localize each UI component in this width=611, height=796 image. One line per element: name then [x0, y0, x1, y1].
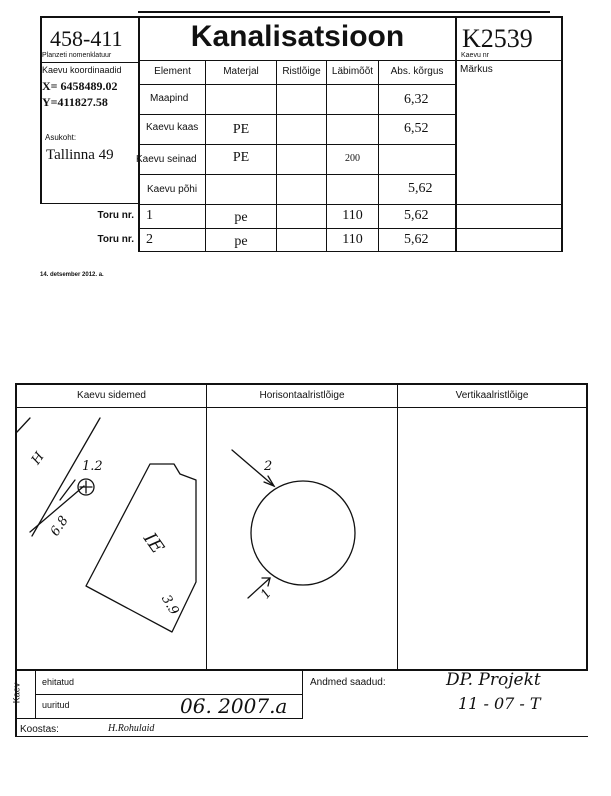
- data-source-label: Andmed saadud:: [310, 677, 386, 688]
- sketch-label-arrow-1: 1: [258, 586, 275, 603]
- coords-label: Kaevu koordinaadid: [42, 65, 122, 75]
- pipe-number: 2: [146, 232, 153, 247]
- x-coordinate: X= 6458489.02: [42, 79, 118, 93]
- surveyed-value: 06. 2007.a: [180, 694, 288, 718]
- row-material: PE: [232, 122, 250, 137]
- planzet-label: Planzeti nomenklatuur: [42, 52, 112, 59]
- pipe-label: Toru nr.: [97, 210, 134, 221]
- location-value: Tallinna 49: [46, 147, 114, 163]
- page-title: Kanalisatsioon: [190, 20, 405, 53]
- well-number: K2539: [462, 24, 533, 53]
- planzet-code: 458-411: [50, 26, 123, 51]
- sketch-label-1-2: 1.2: [82, 459, 103, 474]
- col-header-element: Element: [154, 66, 191, 77]
- col-header-cross-section: Ristlõige: [282, 66, 321, 77]
- pipe-material: pe: [234, 210, 248, 225]
- sketch-label-ie: IE: [139, 528, 168, 558]
- row-height: 5,62: [408, 181, 433, 196]
- row-element: Kaevu põhi: [147, 184, 198, 195]
- pipe-material: pe: [234, 234, 248, 249]
- section-header-vertical-section: Vertikaalristlõige: [455, 390, 529, 401]
- sketch-label-6-8: 6.8: [47, 513, 72, 540]
- pipe-diameter: 110: [342, 232, 363, 247]
- pipe-number: 1: [146, 208, 153, 223]
- sketch-label-h: H: [28, 449, 48, 468]
- document-date: 14. detsember 2012. a.: [40, 272, 104, 278]
- row-element: Kaevu seinad: [136, 154, 197, 165]
- compiled-value: H.Rohulaid: [108, 723, 155, 734]
- row-element: Maapind: [150, 93, 189, 104]
- surveyed-label: uuritud: [42, 700, 70, 710]
- pipe-height: 5,62: [404, 232, 429, 247]
- row-height: 6,52: [404, 121, 429, 136]
- section-header-horizontal-section: Horisontaalristlõige: [259, 390, 345, 401]
- kaev-label: Kaev: [11, 682, 22, 704]
- row-diameter: 200: [345, 153, 360, 164]
- pipe-diameter: 110: [342, 208, 363, 223]
- compiled-label: Koostas:: [20, 724, 59, 735]
- col-header-abs-height: Abs. kõrgus: [390, 66, 444, 77]
- row-element: Kaevu kaas: [146, 122, 199, 133]
- sketch-label-3-9: 3.9: [158, 592, 182, 618]
- col-header-diameter: Läbimõõt: [331, 66, 374, 77]
- remarks-label: Märkus: [460, 64, 493, 75]
- row-material: PE: [232, 150, 250, 165]
- y-coordinate: Y=411827.58: [42, 95, 108, 109]
- row-height: 6,32: [404, 92, 429, 107]
- built-label: ehitatud: [42, 677, 75, 687]
- location-label: Asukoht:: [45, 133, 77, 142]
- pipe-height: 5,62: [404, 208, 429, 223]
- data-source-value-2: 11 - 07 - T: [458, 694, 541, 713]
- sketch-label-arrow-2: 2: [264, 459, 273, 474]
- col-header-material: Materjal: [223, 66, 259, 77]
- data-source-value-1: DP. Projekt: [446, 670, 541, 690]
- pipe-label: Toru nr.: [97, 234, 134, 245]
- well-number-label: Kaevu nr: [461, 52, 490, 59]
- section-header-well-links: Kaevu sidemed: [77, 390, 146, 401]
